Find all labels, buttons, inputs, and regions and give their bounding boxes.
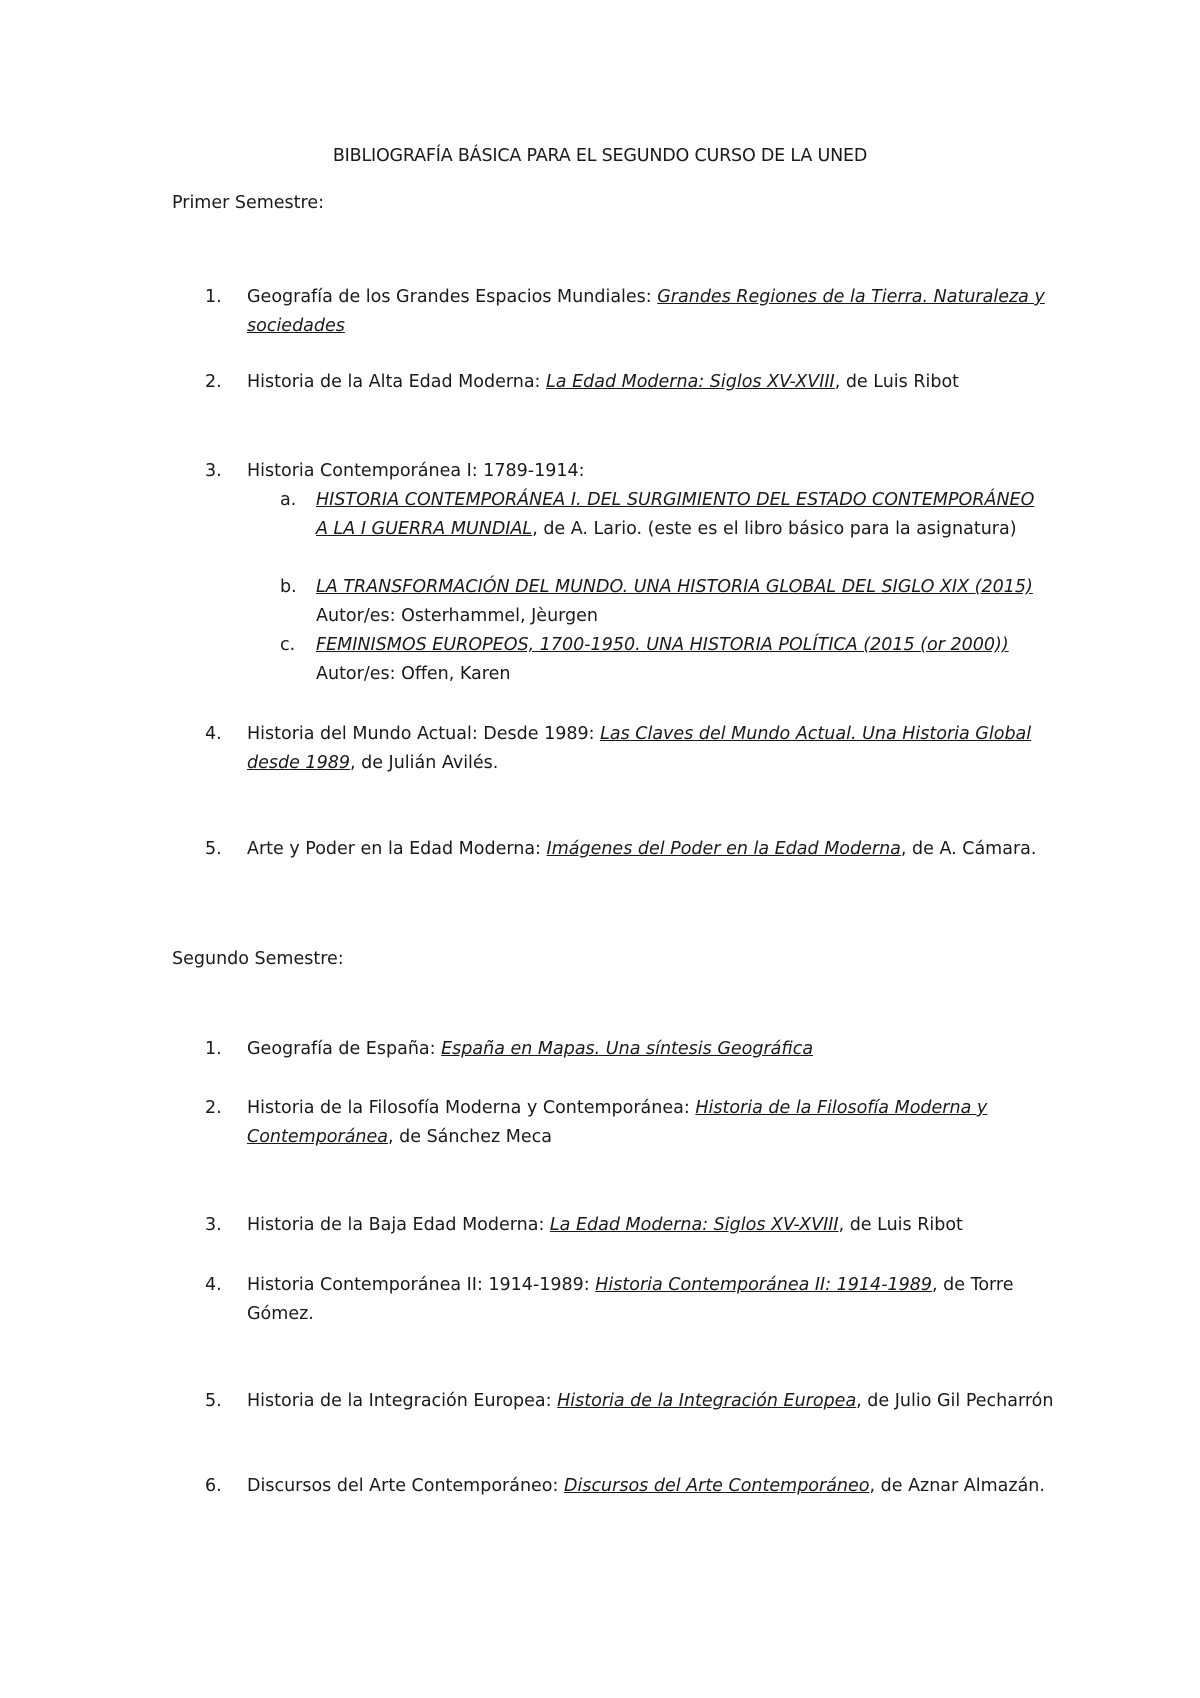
- subject-text: Discursos del Arte Contemporáneo:: [247, 1476, 564, 1496]
- list-number: 1.: [205, 1039, 222, 1059]
- book-title: LA TRANSFORMACIÓN DEL MUNDO. UNA HISTORIA GLOBAL DEL SIGLO XIX (2015): [316, 577, 1033, 597]
- list-item: [205, 1472, 1065, 1501]
- subject-text: Historia de la Filosofía Moderna y Contemporánea:: [247, 1098, 696, 1118]
- book-title: Las Claves del Mundo Actual. Una Historia Global desde 1989: [247, 724, 1032, 773]
- sub-list-item: [280, 486, 1040, 544]
- list-number: 3.: [205, 1215, 222, 1235]
- book-title: La Edad Moderna: Siglos XV-XVIII: [546, 372, 835, 392]
- sub-list-letter: b.: [280, 577, 297, 597]
- author-text: Autor/es: Osterhammel, Jèurgen: [316, 606, 599, 626]
- book-title: Historia de la Filosofía Moderna y Contemporánea: [247, 1098, 988, 1147]
- subject-text: Historia de la Baja Edad Moderna:: [247, 1215, 550, 1235]
- sub-list-item: [280, 573, 1040, 631]
- list-number: 6.: [205, 1476, 222, 1496]
- list-item: [205, 720, 1065, 778]
- author-text: , de Aznar Almazán.: [869, 1476, 1045, 1496]
- subject-text: Historia de la Integración Europea:: [247, 1391, 558, 1411]
- list-item: [205, 1094, 1065, 1152]
- list-number: 3.: [205, 461, 222, 481]
- book-title: FEMINISMOS EUROPEOS, 1700-1950. UNA HISTORIA POLÍTICA (2015 (or 2000)): [316, 635, 1009, 655]
- book-title: Historia de la Integración Europea: [557, 1391, 857, 1411]
- subject-text: Arte y Poder en la Edad Moderna:: [247, 839, 547, 859]
- list-item: [205, 1211, 1065, 1240]
- book-title: Grandes Regiones de la Tierra. Naturaleza y sociedades: [247, 287, 1045, 336]
- book-title: La Edad Moderna: Siglos XV-XVIII: [549, 1215, 839, 1235]
- list-number: 1.: [205, 287, 222, 307]
- author-text: , de A. Cámara.: [900, 839, 1037, 859]
- first-semester-heading: Primer Semestre:: [172, 193, 325, 213]
- list-number: 4.: [205, 1275, 222, 1295]
- author-text: , de Sánchez Meca: [388, 1127, 552, 1147]
- author-text: , de Luis Ribot: [838, 1215, 963, 1235]
- list-item: [205, 1271, 1065, 1329]
- book-title: HISTORIA CONTEMPORÁNEA I. DEL SURGIMIENTO DEL ESTADO CONTEMPORÁNEO A LA I GUERRA MUNDIAL: [316, 490, 1035, 539]
- sub-list-item: [280, 631, 1040, 689]
- second-semester-heading: Segundo Semestre:: [172, 949, 344, 969]
- book-title: Historia Contemporánea II: 1914-1989: [595, 1275, 933, 1295]
- subject-text: Historia Contemporánea I: 1789-1914:: [247, 461, 585, 481]
- list-item: [205, 835, 1065, 864]
- author-text: , de Torre Gómez.: [247, 1275, 1014, 1324]
- author-text: , de Julio Gil Pecharrón: [856, 1391, 1054, 1411]
- list-number: 5.: [205, 839, 222, 859]
- book-title: Discursos del Arte Contemporáneo: [563, 1476, 870, 1496]
- author-text: Autor/es: Offen, Karen: [316, 664, 511, 684]
- book-title: Imágenes del Poder en la Edad Moderna: [546, 839, 901, 859]
- list-item: [205, 1035, 1065, 1064]
- subject-text: Historia de la Alta Edad Moderna:: [247, 372, 547, 392]
- list-item: [205, 368, 1065, 397]
- subject-text: Geografía de los Grandes Espacios Mundiales:: [247, 287, 658, 307]
- book-title: España en Mapas. Una síntesis Geográfica: [441, 1039, 814, 1059]
- subject-text: Historia Contemporánea II: 1914-1989:: [247, 1275, 596, 1295]
- subject-text: Geografía de España:: [247, 1039, 442, 1059]
- list-number: 5.: [205, 1391, 222, 1411]
- list-item: [205, 283, 1065, 341]
- list-number: 2.: [205, 372, 222, 392]
- list-number: 4.: [205, 724, 222, 744]
- list-number: 2.: [205, 1098, 222, 1118]
- author-text: , de Luis Ribot: [834, 372, 960, 392]
- subject-text: Historia del Mundo Actual: Desde 1989:: [247, 724, 601, 744]
- sub-list-letter: c.: [280, 635, 296, 655]
- page-title: BIBLIOGRAFÍA BÁSICA PARA EL SEGUNDO CURSO DE LA UNED: [332, 146, 868, 166]
- author-text: , de A. Lario. (este es el libro básico para la asignatura): [532, 519, 1017, 539]
- author-text: , de Julián Avilés.: [349, 753, 499, 773]
- list-item: [205, 1387, 1065, 1416]
- sub-list-letter: a.: [280, 490, 297, 510]
- list-item: [205, 457, 1065, 486]
